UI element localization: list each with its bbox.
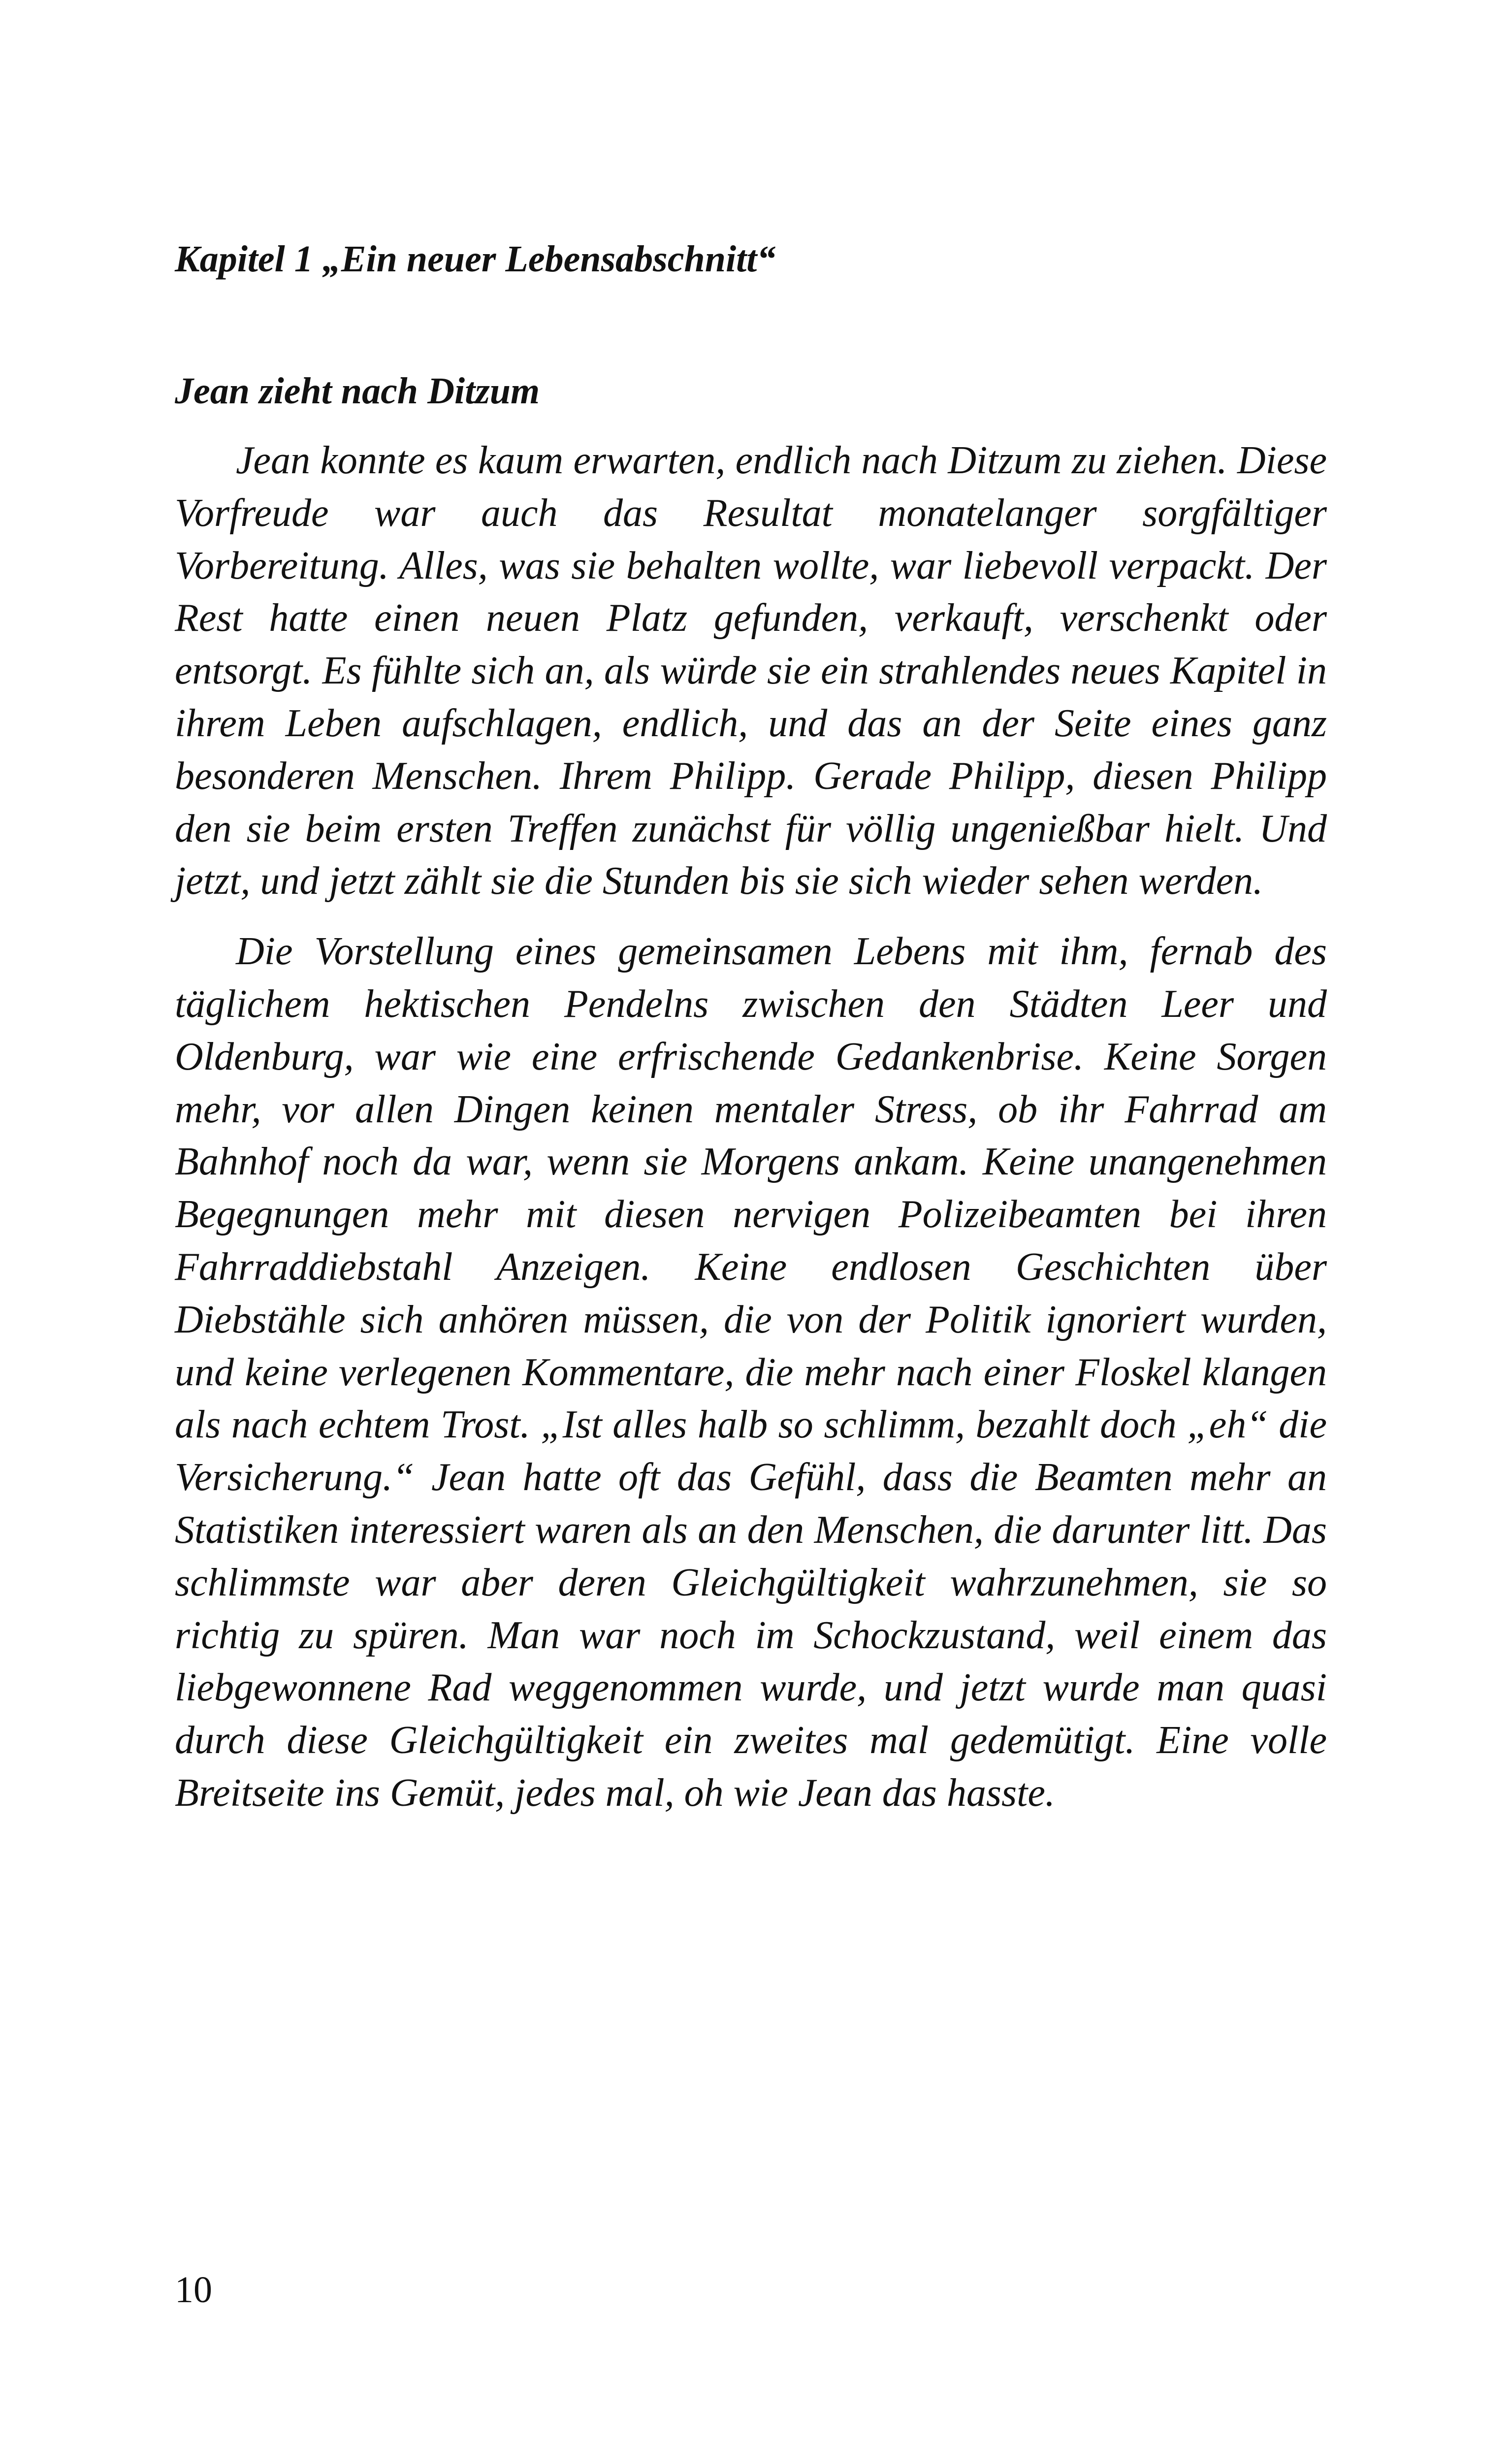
section-title: Jean zieht nach Ditzum xyxy=(175,370,540,412)
paragraph-2: Die Vorstellung eines gemeinsamen Lebens mit ihm, fernab des täglichem hektischen Pendelns zwischen den Städten Leer und Oldenburg, war wie eine erfrischende Gedankenbrise. Keine Sorgen mehr, vor allen Dingen keinen mentaler Stress, ob ihr Fahrrad am Bahnhof noch da war, wenn sie Morgens ankam. Keine unangenehmen Begegnungen mehr mit diesen nervigen Polizeibeamten bei ihren Fahrraddiebstahl Anzeigen. Keine endlosen Geschichten über Diebstähle sich anhören müssen, die von der Politik ignoriert wurden, und keine verlegenen Kommentare, die mehr nach einer Floskel klangen als nach echtem Trost. „Ist alles halb so schlimm, bezahlt doch „eh“ die Versicherung.“ Jean hatte oft das Gefühl, dass die Beamten mehr an Statistiken interessiert waren als an den Menschen, die darunter litt. Das schlimmste war aber deren Gleichgültigkeit wahrzunehmen, sie so richtig zu spüren. Man war noch im Schockzustand, weil einem das liebgewonnene Rad weggenommen wurde, und jetzt wurde man quasi durch diese Gleichgültigkeit ein zweites mal gedemütigt. Eine volle Breitseite ins Gemüt, jedes mal, oh wie Jean das hasste. xyxy=(175,930,1327,1815)
body-text xyxy=(175,434,1327,1820)
chapter-title: Kapitel 1 „Ein neuer Lebensabschnitt“ xyxy=(175,238,776,280)
page-number: 10 xyxy=(175,2269,212,2311)
paragraph-1: Jean konnte es kaum erwarten, endlich nach Ditzum zu ziehen. Diese Vorfreude war auch das Resultat monatelanger sorgfältiger Vorbereitung. Alles, was sie behalten wollte, war liebevoll verpackt. Der Rest hatte einen neuen Platz gefunden, verkauft, verschenkt oder entsorgt. Es fühlte sich an, als würde sie ein strahlendes neues Kapitel in ihrem Leben aufschlagen, endlich, und das an der Seite eines ganz besonderen Menschen. Ihrem Philipp. Gerade Philipp, diesen Philipp den sie beim ersten Treffen zunächst für völlig ungenießbar hielt. Und jetzt, und jetzt zählt sie die Stunden bis sie sich wieder sehen werden. xyxy=(175,439,1327,903)
